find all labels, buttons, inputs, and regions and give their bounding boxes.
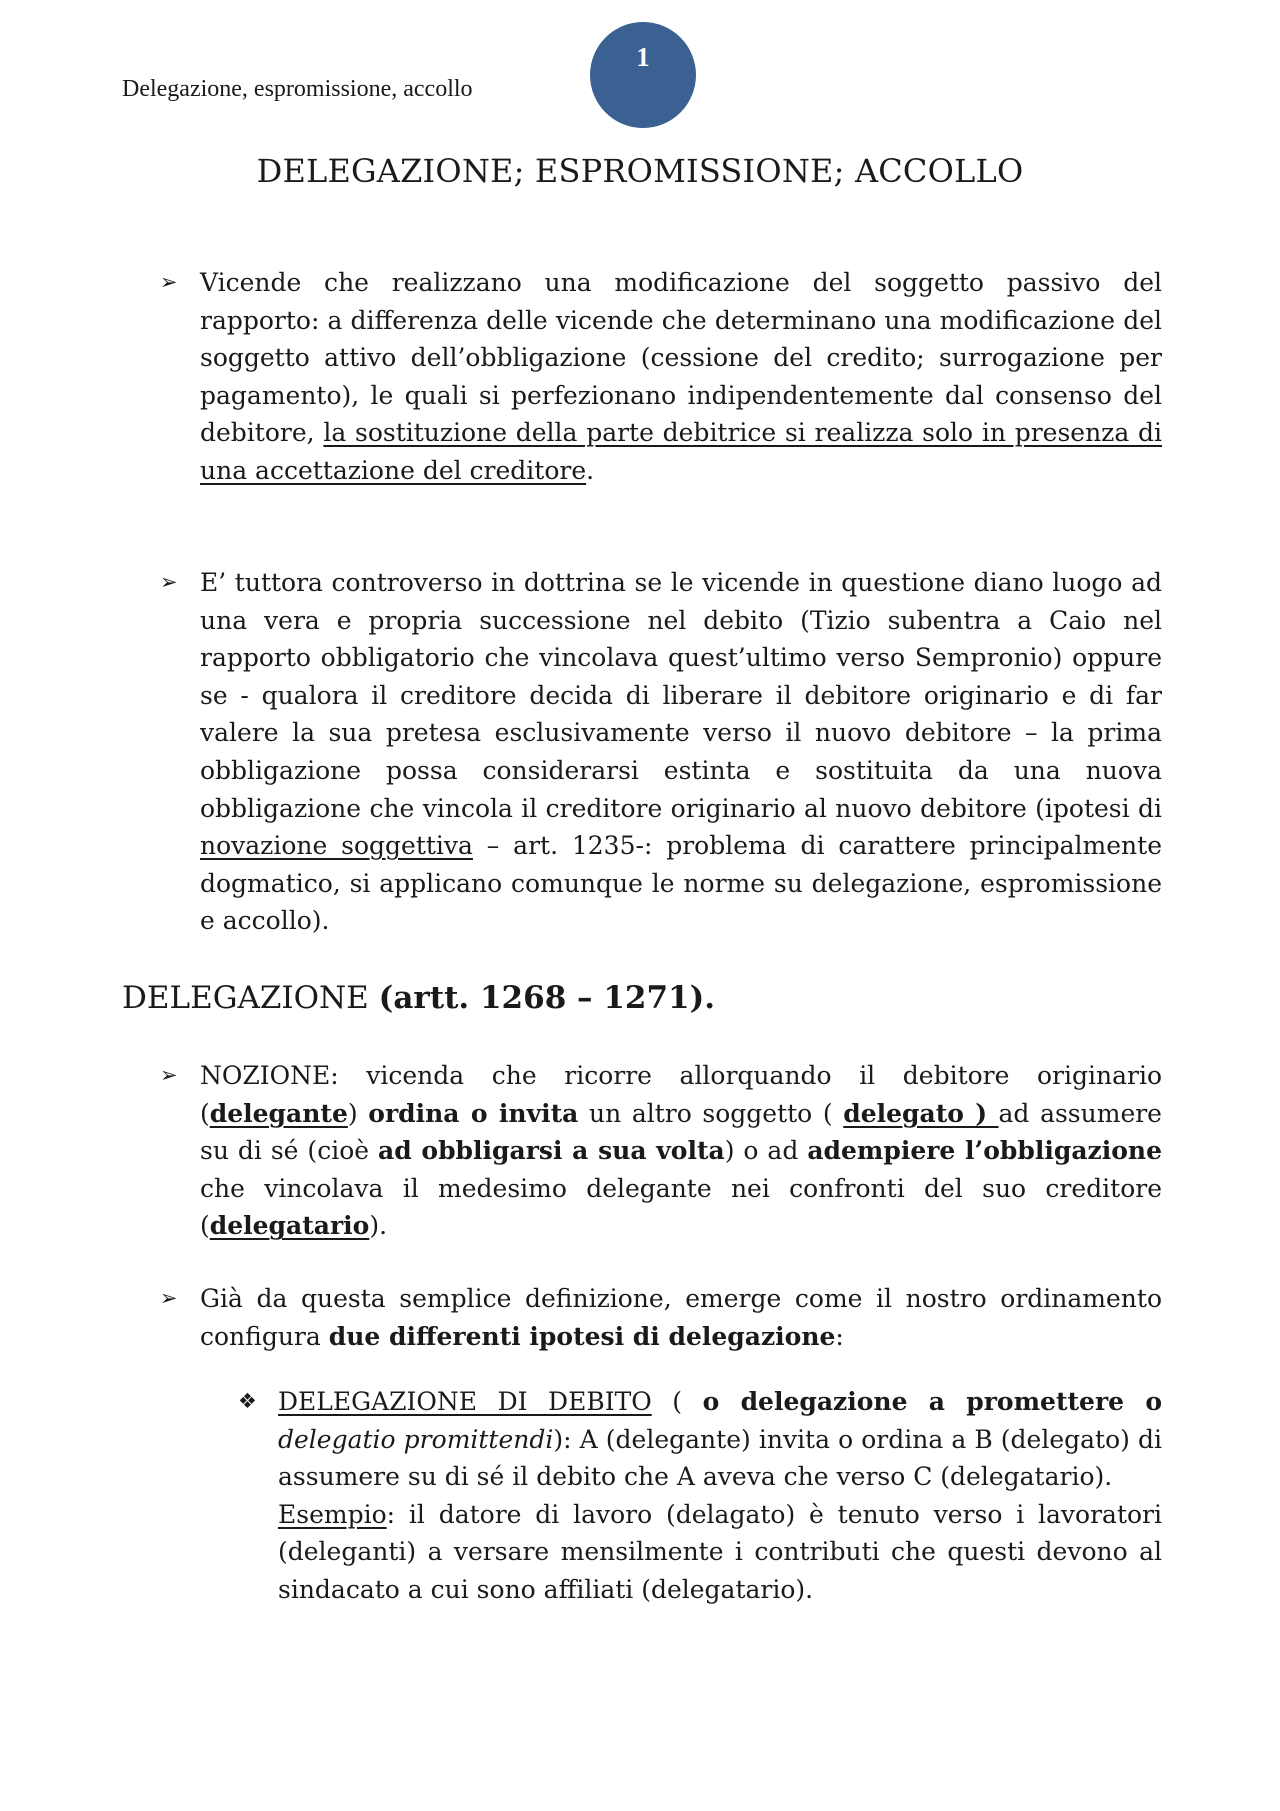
nozione-text: NOZIONE: vicenda che ricorre allorquando il debitore originario (delegante) ordina o invita un altro soggetto ( delegato ) ad assumere su di sé (cioè ad obbligarsi a sua volta) o ad adempiere l’obbligazione che vincolava il medesimo delegante nei confronti del suo creditore (delegatario). [200,1061,1162,1241]
bullet-4-text: Già da questa semplice definizione, emerge come il nostro ordinamento configura due differenti ipotesi di delegazione: [200,1284,1162,1351]
section-heading: DELEGAZIONE (artt. 1268 – 1271). [122,980,716,1016]
arrowhead-bullet-icon: ➢ [160,570,178,594]
bullet-paragraph-4 [160,1280,1162,1355]
example-text: Esempio: il datore di lavoro (delagato) è tenuto verso i lavoratori (deleganti) a versare mensilmente i contributi che questi devono al sindacato a cui sono affiliati (delegatario). [278,1499,1162,1604]
page-number-badge [590,22,696,128]
bullet-paragraph-1 [160,264,1162,490]
arrowhead-bullet-icon: ➢ [160,1063,178,1087]
sub-bullet-text: DELEGAZIONE DI DEBITO ( o delegazione a promettere o delegatio promittendi): A (delegante) invita o ordina a B (delegato) di assumere su di sé il debito che A aveva che verso C (delegatario). [278,1387,1163,1492]
diamond-bullet-icon: ❖ [238,1389,257,1413]
bullet-paragraph-nozione [160,1057,1162,1245]
bullet-2-text: E’ tuttora controverso in dottrina se le vicende in questione diano luogo ad una vera e propria successione nel debito (Tizio subentra a Caio nel rapporto obbligatorio che vincolava quest’ultimo verso Sempronio) oppure se - qualora il creditore decida di liberare il debitore originario e di far valere la sua pretesa esclusivamente verso il nuovo debitore – la prima obbligazione possa considerarsi estinta e sostituita da una nuova obbligazione che vincola il creditore originario al nuovo debitore (ipotesi di novazione soggettiva – art. 1235-: problema di carattere principalmente dogmatico, si applicano comunque le norme su delegazione, espromissione e accollo). [200,568,1162,936]
page-number: 1 [636,41,650,72]
sub-bullet-delegazione-di-debito [238,1383,1163,1609]
arrowhead-bullet-icon: ➢ [160,1286,178,1310]
bullet-paragraph-2 [160,564,1162,940]
document-title: DELEGAZIONE; ESPROMISSIONE; ACCOLLO [256,152,1024,190]
bullet-1-text: Vicende che realizzano una modificazione del soggetto passivo del rapporto: a differenza delle vicende che determinano una modificazione del soggetto attivo dell’obbligazione (cessione del credito; surrogazione per pagamento), le quali si perfezionano indipendentemente dal consenso del debitore, la sostituzione della parte debitrice si realizza solo in presenza di una accettazione del creditore. [200,268,1162,485]
running-header: Delegazione, espromissione, accollo [122,76,473,102]
arrowhead-bullet-icon: ➢ [160,270,178,294]
